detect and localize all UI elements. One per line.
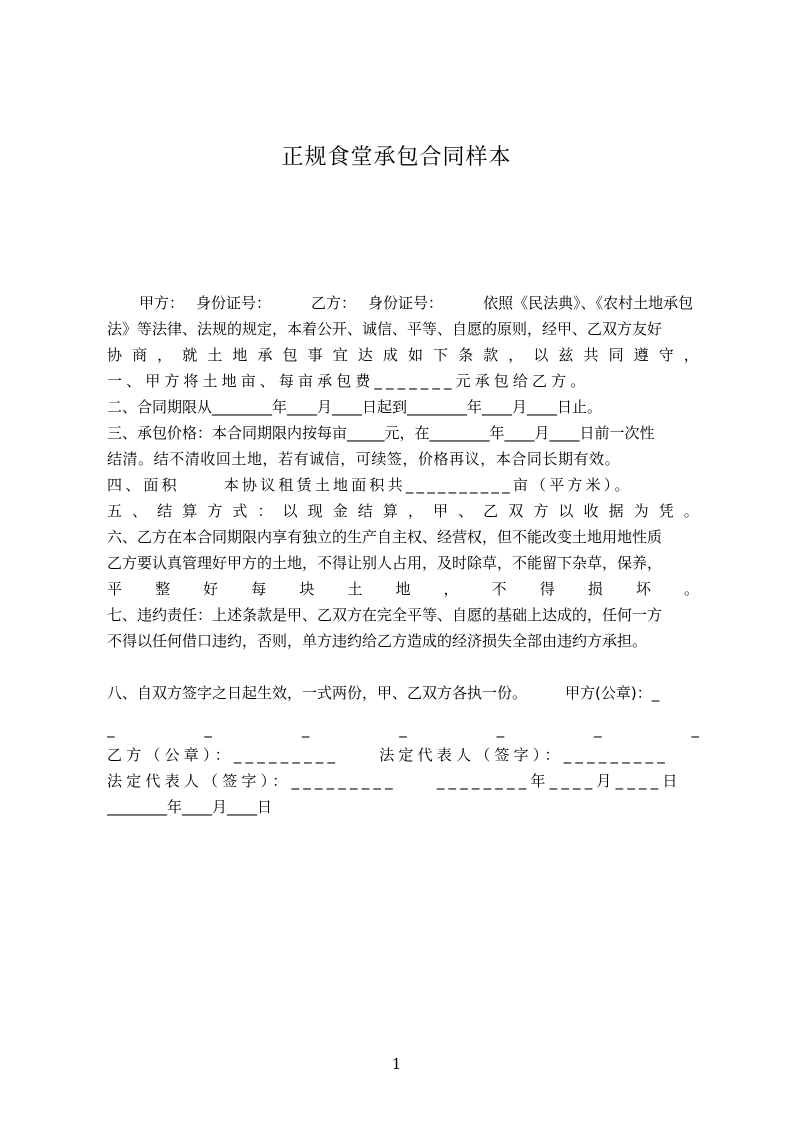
text-char: _ xyxy=(594,720,602,738)
signing-date-1: ________年____月____日 xyxy=(436,772,682,790)
text-line-2: 法》等法律、法规的规定，本着公开、诚信、平等、自愿的原则，经甲、乙双方友好 xyxy=(107,320,663,338)
text-char: 协 xyxy=(107,346,123,364)
text-char: 以 xyxy=(533,346,549,364)
text-char: 双 xyxy=(508,502,524,520)
text-char: 包 xyxy=(282,346,298,364)
text-char: 同 xyxy=(608,346,624,364)
text-char: 好 xyxy=(203,580,219,598)
text-char: 款 xyxy=(483,346,499,364)
text-char: 坏 xyxy=(635,580,651,598)
party-b-seal-label: 乙方（公章）：_________ xyxy=(107,746,340,764)
text-char: 遵 xyxy=(633,346,649,364)
text-char: 每 xyxy=(251,580,267,598)
text-char: _ xyxy=(107,720,115,738)
text-char: 以 xyxy=(558,502,574,520)
party-a-representative-label: 法定代表人（签字）：_________ xyxy=(379,746,670,764)
text-char: 五 xyxy=(107,502,123,520)
party-b-representative-label: 法定代表人（签字）：_________ xyxy=(107,772,397,790)
text-line-17 xyxy=(107,742,699,768)
text-line-4: 一、甲方将土地亩、每亩承包费_______元承包给乙方。 xyxy=(107,372,590,390)
text-char: 金 xyxy=(332,502,348,520)
text-char: 现 xyxy=(307,502,323,520)
text-char: 共 xyxy=(583,346,599,364)
text-char: 。 xyxy=(683,502,699,520)
text-char: 以 xyxy=(282,502,298,520)
text-char: 据 xyxy=(608,502,624,520)
text-char: 不 xyxy=(491,580,507,598)
text-char: 算 xyxy=(182,502,198,520)
text-char: 块 xyxy=(299,580,315,598)
text-line-8 xyxy=(107,472,699,498)
text-char: ， xyxy=(407,502,423,520)
effective-clause: 八、自双方签字之日起生效，一式两份，甲、乙双方各执一份。 xyxy=(107,684,528,702)
text-line-9 xyxy=(107,498,699,524)
text-char: 、 xyxy=(458,502,474,520)
text-char: 如 xyxy=(407,346,423,364)
text-char: 就 xyxy=(182,346,198,364)
text-char: _ xyxy=(204,720,212,738)
text-char: 结 xyxy=(157,502,173,520)
text-line-5: 二、合同期限从________年____月____日起到________年____月____日止。 xyxy=(107,398,603,416)
text-line-3 xyxy=(107,342,699,368)
text-char: 为 xyxy=(633,502,649,520)
text-char: 地 xyxy=(232,346,248,364)
text-char: 宜 xyxy=(332,346,348,364)
text-char: 成 xyxy=(382,346,398,364)
text-line-19: ________年____月____日 xyxy=(107,798,273,816)
text-line-14: 不得以任何借口违约，否则，单方违约给乙方造成的经济损失全部由违约方承担。 xyxy=(107,632,648,650)
text-char: 条 xyxy=(458,346,474,364)
text-char: 守 xyxy=(658,346,674,364)
party-b-label: 乙方： xyxy=(311,294,357,312)
text-char: ， xyxy=(443,580,459,598)
party-a-id-label: 身份证号： xyxy=(196,294,272,312)
text-char: 凭 xyxy=(658,502,674,520)
text-char: 兹 xyxy=(558,346,574,364)
party-a-label: 甲方： xyxy=(139,294,185,312)
text-char: ， xyxy=(157,346,173,364)
text-char: _ xyxy=(399,720,407,738)
text-char: _ xyxy=(301,720,310,738)
text-char: 算 xyxy=(382,502,398,520)
text-line-10: 六、乙方在本合同期限内享有独立的生产自主权、经营权，但不能改变土地用地性质 xyxy=(107,528,663,546)
party-a-seal-label: 甲方(公章)：_ xyxy=(565,684,660,702)
text-line-15 xyxy=(107,680,699,706)
text-line-6: 三、承包价格：本合同期限内按每亩_____元，在________年____月____日前一次性 xyxy=(107,424,655,442)
party-b-id-label: 身份证号： xyxy=(368,294,444,312)
text-line-7: 结清。结不清收回土地，若有诚信，可续签，价格再议，本合同长期有效。 xyxy=(107,450,621,468)
text-char: 方 xyxy=(533,502,549,520)
text-char: ： xyxy=(257,502,273,520)
text-char: _ xyxy=(496,720,505,738)
text-char: _ xyxy=(691,720,699,738)
text-char: 收 xyxy=(583,502,599,520)
text-line-18 xyxy=(107,768,699,794)
legal-basis-text: 依照《民法典》、《农村土地承包 xyxy=(483,294,694,312)
area-label: 四、面积 xyxy=(107,476,180,494)
text-line-12 xyxy=(107,576,699,602)
text-char: 土 xyxy=(347,580,363,598)
text-char: 承 xyxy=(257,346,273,364)
text-char: 商 xyxy=(132,346,148,364)
text-char: 。 xyxy=(683,580,699,598)
text-char: 下 xyxy=(433,346,449,364)
text-char: ， xyxy=(683,346,699,364)
text-char: 结 xyxy=(357,502,373,520)
text-char: ， xyxy=(508,346,524,364)
text-char: 土 xyxy=(207,346,223,364)
text-line-1 xyxy=(107,290,699,316)
document-title: 正规食堂承包合同样本 xyxy=(281,145,512,170)
text-char: 达 xyxy=(357,346,373,364)
text-char: 地 xyxy=(395,580,411,598)
text-char: 得 xyxy=(539,580,555,598)
text-char: 、 xyxy=(132,502,148,520)
text-char: 平 xyxy=(107,580,123,598)
text-char: 甲 xyxy=(433,502,449,520)
text-line-11: 乙方要认真管理好甲方的土地，不得让别人占用，及时除草，不能留下杂草，保养， xyxy=(107,554,663,572)
text-line-13: 七、违约责任：上述条款是甲、乙双方在完全平等、自愿的基础上达成的，任何一方 xyxy=(107,606,663,624)
text-char: 方 xyxy=(207,502,223,520)
area-text: 本协议租赁土地面积共__________亩（平方米）。 xyxy=(223,476,633,494)
text-char: 损 xyxy=(587,580,603,598)
text-char: 乙 xyxy=(483,502,499,520)
text-char: 式 xyxy=(232,502,248,520)
text-line-16 xyxy=(107,716,699,742)
page-number: 1 xyxy=(391,1055,402,1073)
text-char: 事 xyxy=(307,346,323,364)
text-char: 整 xyxy=(155,580,171,598)
